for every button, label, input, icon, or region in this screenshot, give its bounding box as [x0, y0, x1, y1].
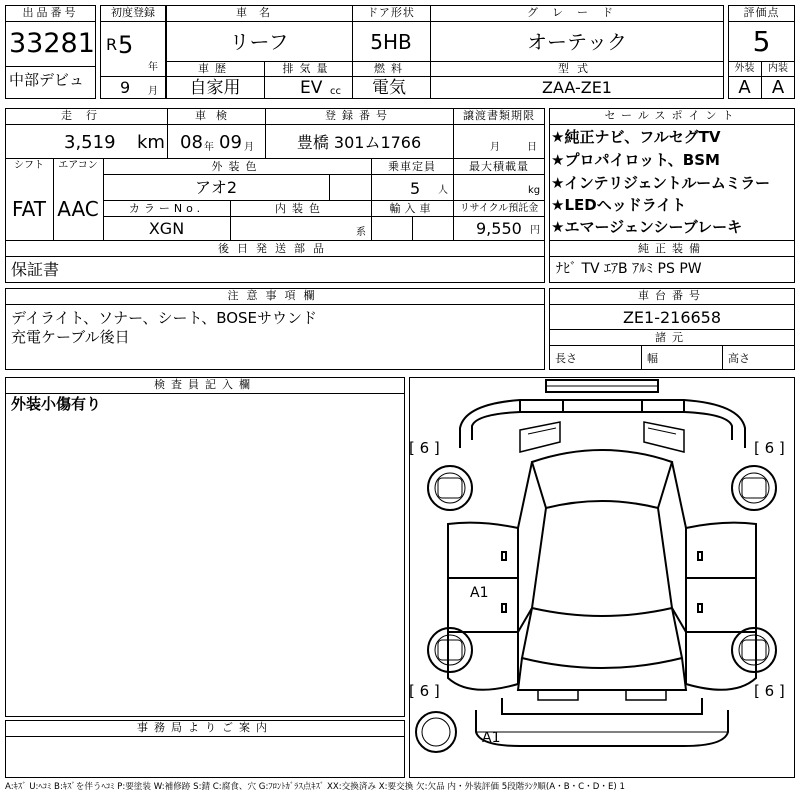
car-name: リーフ [229, 30, 289, 54]
inspection-year-unit: 年 [204, 142, 214, 153]
ext-grade: A [738, 77, 751, 98]
sales-point-5: ★エマージェンシーブレーキ [551, 218, 743, 236]
inspection-month-unit: 月 [244, 142, 254, 153]
shift-label: シフト [14, 160, 44, 171]
lot-label: 出品番号 [22, 6, 79, 19]
sales-point-1: ★純正ナビ、フルセグTV [551, 128, 721, 146]
interior-suffix: 系 [356, 227, 366, 238]
tire-front-right: [ 6 ] [754, 439, 785, 457]
reg-month: 9 [120, 78, 131, 97]
mileage-label: 走行 [61, 109, 111, 122]
color: アオ2 [194, 178, 238, 197]
recycle-unit: 円 [530, 225, 540, 236]
chassis-number: ZE1-216658 [622, 308, 722, 327]
ext-label: 外装 [734, 63, 755, 74]
damage-mark-side: A1 [470, 585, 489, 601]
spec-height: 高さ [728, 352, 750, 365]
sales-label: セールスポイント [604, 109, 740, 122]
door-label: ドア形状 [367, 6, 415, 19]
tire-front-left: [ 6 ] [409, 439, 440, 457]
cc-unit: cc [330, 86, 341, 97]
fuel: 電気 [372, 78, 406, 98]
shift: FAT [11, 197, 46, 221]
notes-line-1: デイライト、ソナー、シート、BOSEサウンド [11, 309, 318, 327]
reg-year: 5 [118, 31, 134, 59]
damage-mark-rear: A1 [482, 730, 501, 746]
spec-length: 長さ [555, 352, 577, 365]
capacity-unit: 人 [438, 185, 448, 196]
model: ZAA-ZE1 [542, 78, 612, 97]
later-parts: 保証書 [11, 260, 60, 279]
lot-number: 33281 [9, 28, 95, 59]
door-type: 5HB [370, 30, 412, 54]
car-outline-drawing [410, 378, 794, 777]
inspection-month: 09 [219, 132, 242, 153]
score: 5 [752, 25, 771, 58]
plate-label: 登録番号 [325, 109, 393, 122]
ac: AAC [57, 197, 99, 221]
tire-rear-right: [ 6 ] [754, 682, 785, 700]
history-label: 車歴 [198, 62, 232, 75]
notes-line-2: 充電ケーブル後日 [11, 328, 130, 346]
capacity: 5 [410, 179, 421, 198]
grade-label: グレード [527, 6, 627, 19]
tire-rear-left: [ 6 ] [409, 682, 440, 700]
int-grade: A [771, 77, 785, 98]
year-unit: 年 [148, 62, 158, 73]
transfer-label: 譲渡書類期限 [463, 109, 535, 122]
spec-label: 諸元 [655, 331, 689, 344]
load-label: 最大積載量 [469, 160, 529, 173]
ac-label: エアコン [58, 160, 98, 171]
spec-width: 幅 [647, 352, 658, 365]
chassis-label: 車台番号 [638, 289, 706, 302]
office-label: 事務局よりご案内 [137, 721, 273, 734]
mileage-unit: km [137, 132, 165, 153]
era: R [106, 35, 118, 54]
later-parts-label: 後日発送部品 [218, 242, 332, 255]
import-label: 輸入車 [389, 202, 435, 215]
plate-number: 豊橋 301ム1766 [296, 133, 422, 152]
transfer-month: 月 [490, 142, 500, 153]
fuel-label: 燃料 [374, 62, 408, 75]
transfer-day: 日 [527, 142, 537, 153]
model-label: 型式 [558, 62, 596, 75]
inspector-box [5, 377, 405, 717]
displacement: EV [300, 78, 323, 98]
sales-point-3: ★インテリジェントルームミラー [551, 174, 770, 192]
sales-point-2: ★プロパイロット、BSM [551, 151, 720, 169]
history: 自家用 [189, 78, 241, 98]
grade: オーテック [527, 30, 627, 54]
car-diagram [409, 377, 795, 778]
capacity-label: 乗車定員 [388, 160, 436, 173]
recycle-amount: 9,550 [476, 219, 522, 238]
interior-color-label: 内装色 [275, 202, 326, 215]
load-unit: kg [528, 185, 541, 196]
inspector-notes: 外装小傷有り [11, 395, 102, 413]
int-label: 内装 [768, 63, 788, 74]
displacement-label: 排気量 [282, 62, 334, 75]
inspector-label: 検査員記入欄 [154, 378, 256, 391]
equipment: ﾅﾋﾞ TV ｴｱB ｱﾙﾐ PS PW [556, 261, 702, 277]
mileage: 3,519 [64, 132, 116, 153]
notes-label: 注意事項欄 [227, 289, 323, 302]
inspection-label: 車検 [195, 109, 237, 122]
venue: 中部デビュ [9, 71, 85, 89]
color-no: XGN [148, 219, 185, 238]
recycle-label: リサイクル預託金 [459, 203, 539, 214]
color-no-label: カラーNo. [128, 202, 205, 215]
sales-point-4: ★LEDヘッドライト [551, 196, 687, 214]
legend-footer: A:ｷｽﾞ U:ﾍｺﾐ B:ｷｽﾞを伴うﾍｺﾐ P:要塗装 W:補修跡 S:錆 C:腐食、穴 G:ﾌﾛﾝﾄｶﾞﾗｽ点ｷｽﾞ XX:交換済み X:要交換 欠:欠品 内・外装評価 5段階ﾗﾝｸ順(A・B・C・D・E) 1 [5, 782, 625, 792]
car-name-label: 車名 [236, 6, 282, 19]
color-label: 外装色 [211, 160, 263, 173]
equip-label: 純正装備 [638, 242, 706, 255]
month-unit: 月 [148, 86, 158, 97]
score-label: 評価点 [743, 6, 780, 19]
inspection-year: 08 [180, 132, 203, 153]
reg-label: 初度登録 [111, 6, 155, 19]
